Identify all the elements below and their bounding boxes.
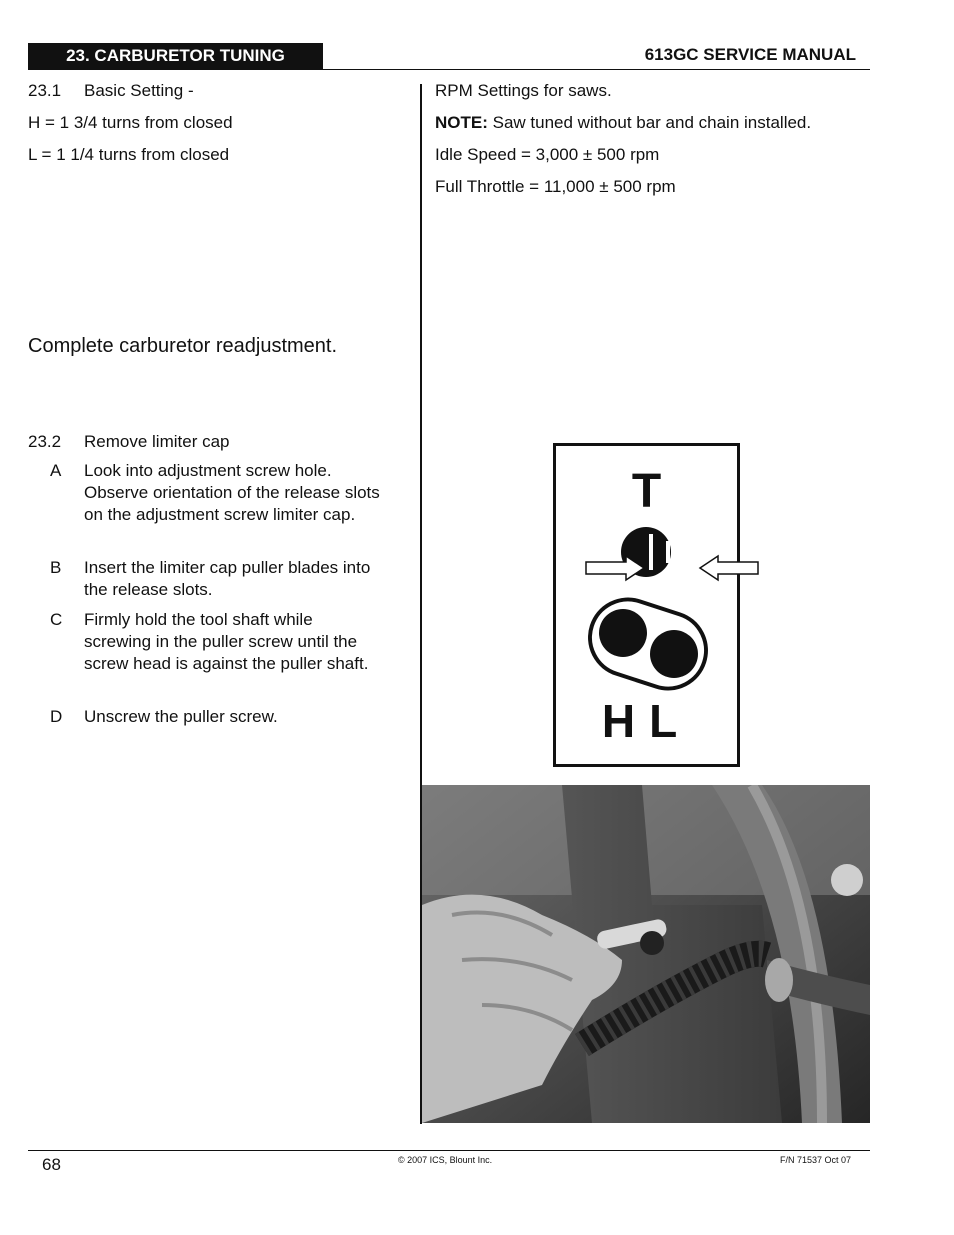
full-throttle: Full Throttle = 11,000 ± 500 rpm	[435, 177, 676, 196]
note-label: NOTE:	[435, 113, 488, 132]
step-c-text: Firmly hold the tool shaft while screwing in the puller screw until the screw head is against the puller shaft.	[84, 610, 369, 673]
h-setting: H = 1 3/4 turns from closed	[28, 113, 233, 132]
step-a-letter: A	[50, 461, 62, 480]
section-23-2-title: Remove limiter cap	[84, 432, 230, 451]
left-arrow-icon	[696, 554, 760, 582]
page-number: 68	[42, 1155, 61, 1174]
adjustment-diagram	[553, 443, 740, 767]
step-b-letter: B	[50, 558, 62, 577]
rpm-title: RPM Settings for saws.	[435, 81, 612, 100]
step-c-letter: C	[50, 610, 63, 629]
step-d-letter: D	[50, 707, 63, 726]
t-label: T	[631, 465, 662, 518]
right-arrow-icon	[584, 554, 648, 582]
step-b-text: Insert the limiter cap puller blades into the release slots.	[84, 558, 371, 599]
photo-illustration	[422, 785, 870, 1123]
manual-title: 613GC SERVICE MANUAL	[644, 45, 856, 64]
section-title: 23. CARBURETOR TUNING	[28, 43, 323, 69]
part-number: F/N 71537 Oct 07	[780, 1155, 852, 1165]
l-label: L	[649, 695, 692, 747]
screw-slot-2	[666, 541, 670, 563]
idle-speed: Idle Speed = 3,000 ± 500 rpm	[435, 145, 660, 164]
copyright: © 2007 ICS, Blount Inc.	[398, 1155, 493, 1165]
l-screw-port	[650, 630, 698, 678]
step-d-text: Unscrew the puller screw.	[84, 707, 278, 726]
step-a-text: Look into adjustment screw hole. Observe orientation of the release slots on the adjustment screw limiter cap.	[84, 461, 380, 524]
note-line	[435, 112, 811, 134]
header-rule	[28, 69, 870, 70]
port-graphics	[556, 446, 737, 764]
l-setting: L = 1 1/4 turns from closed	[28, 145, 230, 164]
limiter-cap-removal-photo	[422, 785, 870, 1123]
h-label: H	[601, 695, 650, 747]
note-text: Saw tuned without bar and chain installed.	[487, 113, 812, 132]
footer-rule	[28, 1150, 870, 1151]
screw-slot	[649, 534, 653, 570]
complete-readjustment: Complete carburetor readjustment.	[28, 335, 338, 357]
section-23-1-title: Basic Setting -	[84, 81, 194, 100]
section-23-1-number: 23.1	[28, 81, 62, 100]
section-23-2-number: 23.2	[28, 432, 62, 451]
h-screw-port	[599, 609, 647, 657]
